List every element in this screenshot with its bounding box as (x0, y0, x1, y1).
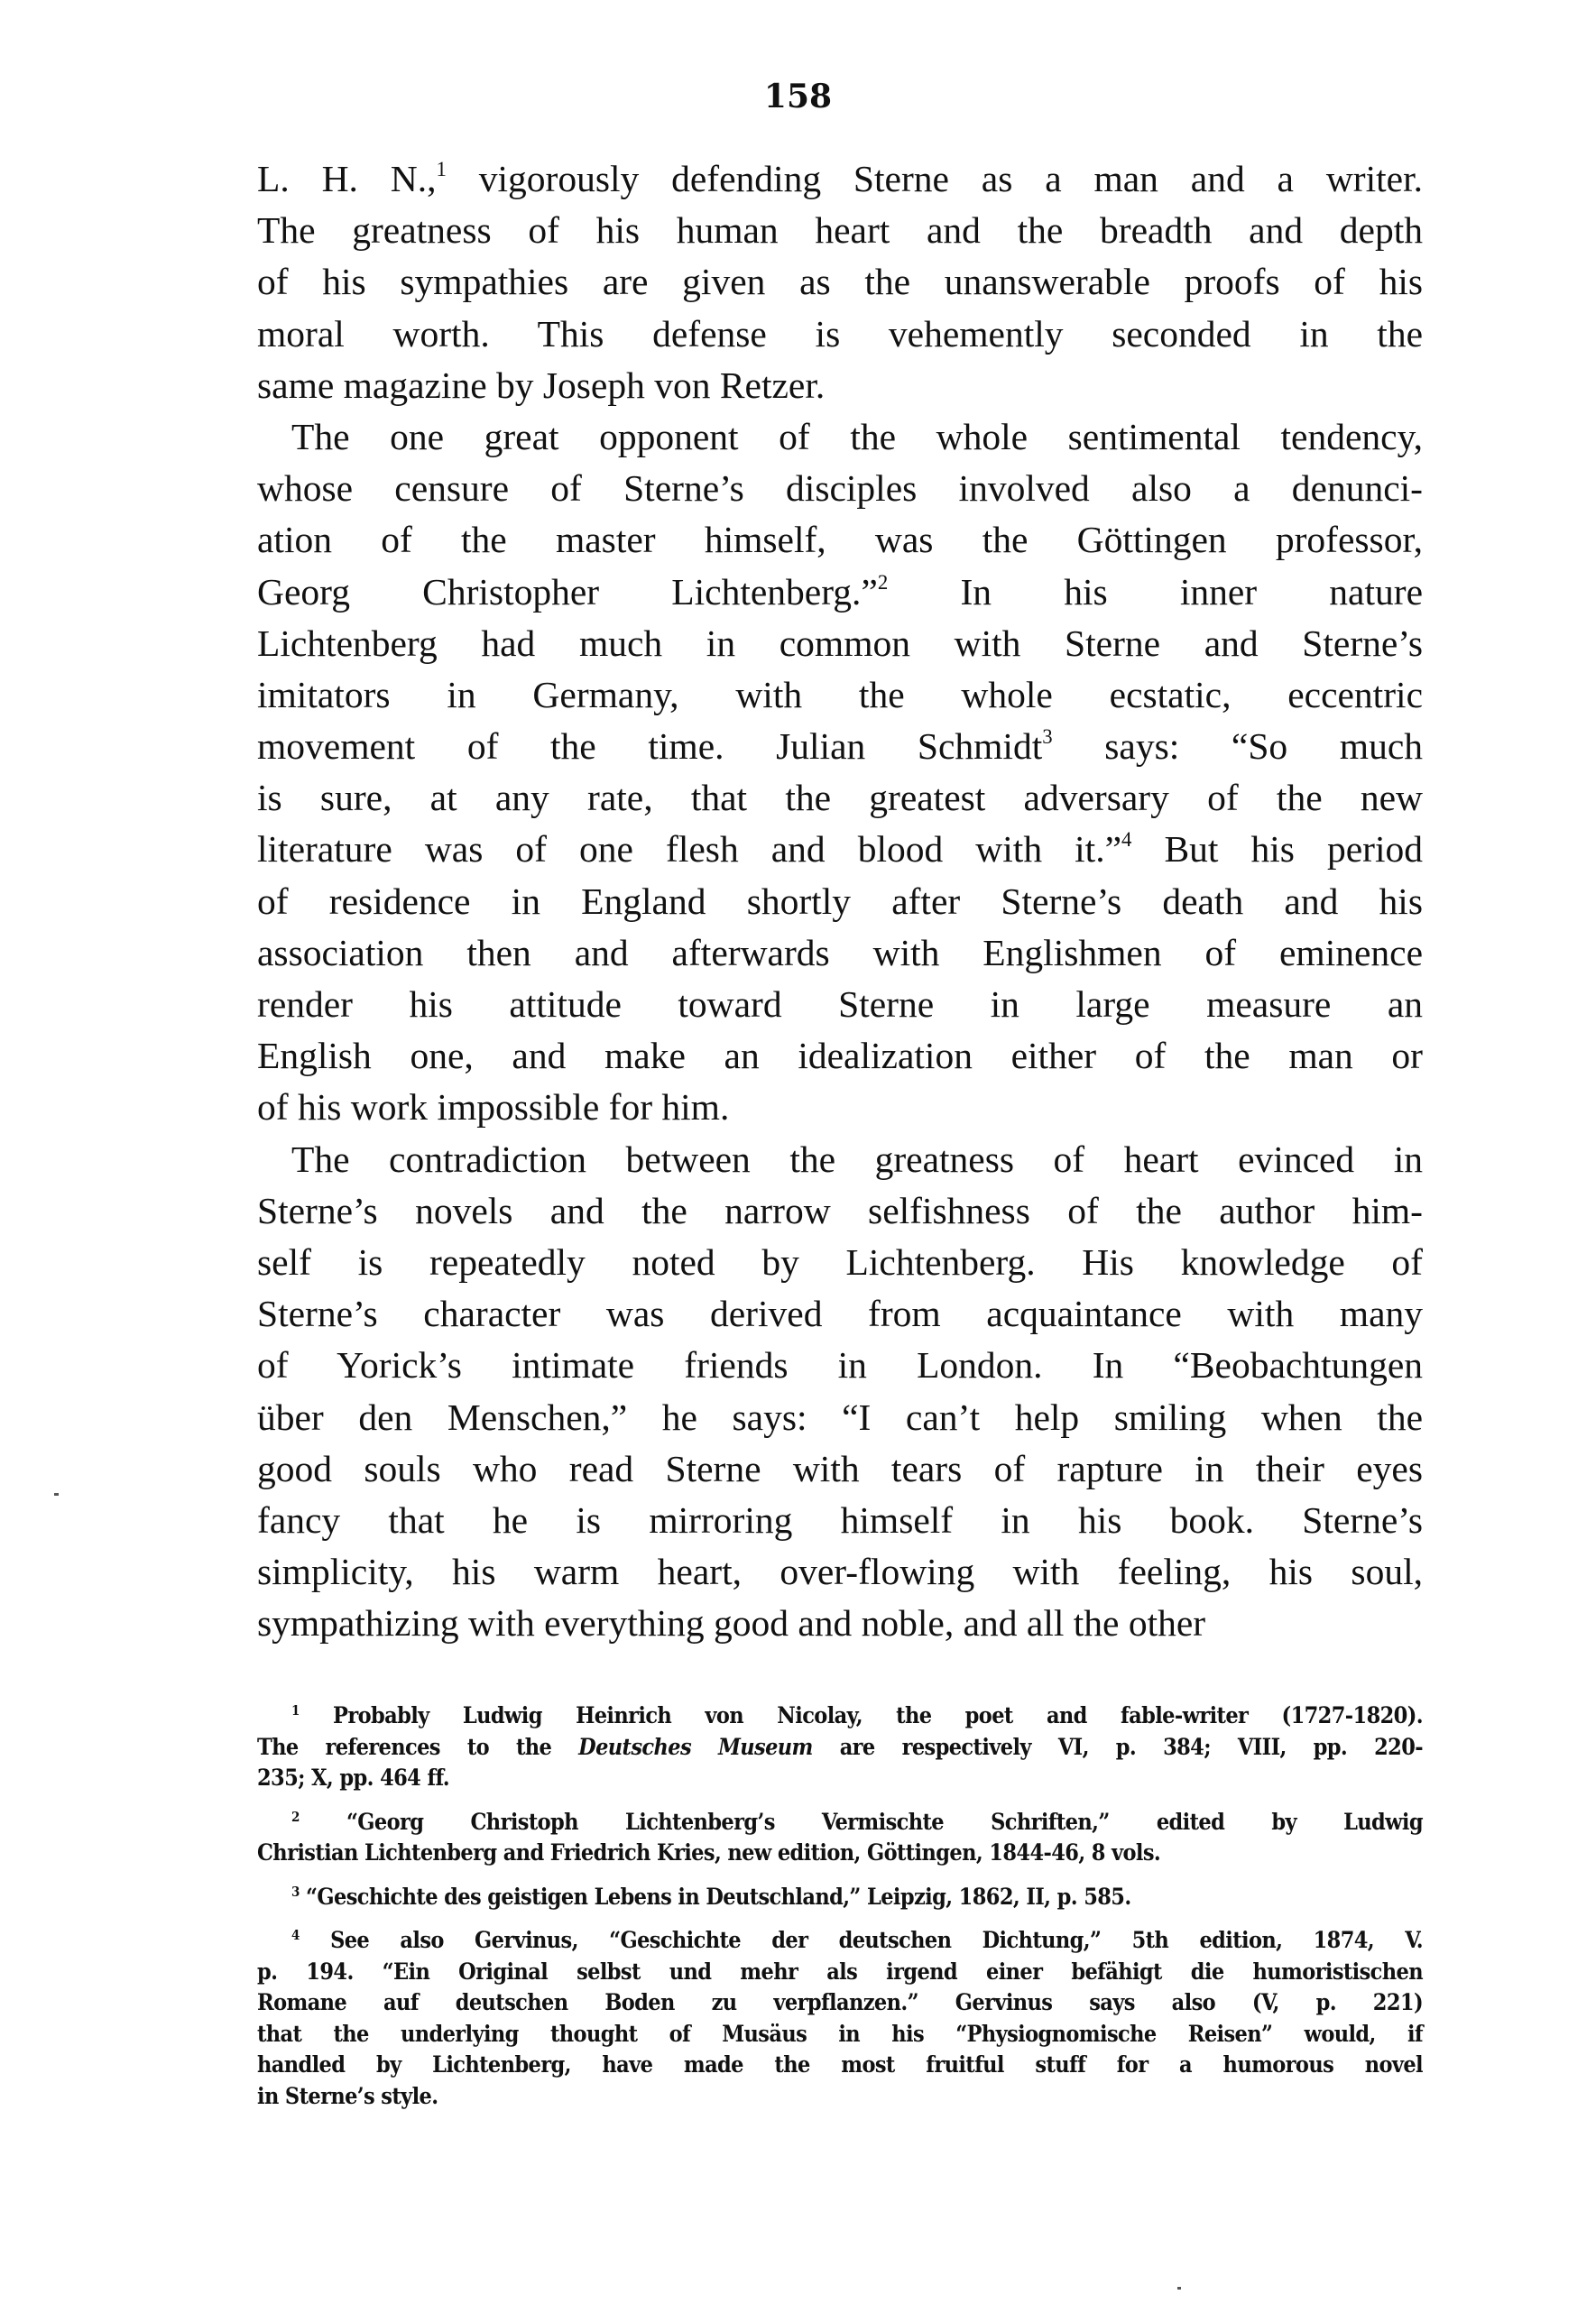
text-segment: same magazine by Joseph von Retzer. (257, 364, 826, 406)
text-segment: Lichtenberg had much in common with Sterne and Sterne’s (257, 622, 1423, 664)
text-segment: of his sympathies are given as the unanswerable proofs of his (257, 261, 1423, 303)
paragraph (257, 1134, 1423, 1650)
footnote-marker: 3 (291, 1883, 300, 1900)
footnote-marker: 1 (291, 1702, 300, 1719)
text-line (257, 153, 1423, 205)
text-segment: The greatness of his human heart and the breadth and depth (257, 209, 1423, 252)
italic-title: Deutsches Museum (578, 1733, 813, 1760)
footnote-line (257, 1763, 1423, 1794)
footnote-text: Romane auf deutschen Boden zu verpflanzen.” Gervinus says also (V, p. 221) (257, 1989, 1423, 2015)
text-line (257, 360, 1423, 411)
footnote-line (257, 2050, 1423, 2081)
footnote-text: “Geschichte des geistigen Lebens in Deutschland,” Leipzig, 1862, II, p. 585. (306, 1883, 1131, 1910)
text-segment: The one great opponent of the whole sentimental tendency, (291, 415, 1423, 457)
text-line (257, 1030, 1423, 1082)
text-segment: über den Menschen,” he says: “I can’t help smiling when the (257, 1396, 1423, 1438)
footnote-line (257, 1882, 1423, 1913)
text-line (257, 618, 1423, 669)
footnote-text: “Georg Christoph Lichtenberg’s Vermischte Schriften,” edited by Ludwig (346, 1808, 1423, 1835)
footnote-2 (257, 1807, 1423, 1869)
text-segment: The contradiction between the greatness of heart evinced in (291, 1138, 1423, 1180)
text-line (257, 463, 1423, 514)
footnote-line (257, 1700, 1423, 1732)
text-segment: association then and afterwards with Englishmen of eminence (257, 931, 1423, 973)
text-line (257, 514, 1423, 566)
text-segment: is sure, at any rate, that the greatest adversary of the new (257, 777, 1423, 819)
text-line (257, 567, 1423, 618)
footnote-ref: 1 (436, 157, 447, 180)
text-segment: self is repeatedly noted by Lichtenberg. His knowledge of (257, 1240, 1423, 1283)
text-line (257, 1082, 1423, 1133)
body-text (257, 153, 1423, 1649)
text-segment: simplicity, his warm heart, over-flowing with feeling, his soul, (257, 1551, 1423, 1593)
text-line (257, 309, 1423, 360)
footnote-text: handled by Lichtenberg, have made the most fruitful stuff for a humorous novel (257, 2051, 1423, 2078)
text-line (257, 1546, 1423, 1598)
footnote-text: that the underlying thought of Musäus in his “Physiognomische Reisen” would, if (257, 2020, 1423, 2047)
footnote-line (257, 1957, 1423, 1988)
footnote-text: are respectively VI, p. 384; VIII, pp. 220- (812, 1733, 1423, 1760)
text-segment: literature was of one flesh and blood with it.” (257, 828, 1121, 871)
text-line (257, 411, 1423, 463)
text-segment: of residence in England shortly after Sterne’s death and his (257, 880, 1423, 922)
text-line (257, 1598, 1423, 1649)
text-line (257, 1340, 1423, 1391)
footnote-1 (257, 1700, 1423, 1794)
text-line (257, 1392, 1423, 1443)
footnote-marker: 2 (291, 1808, 300, 1825)
text-segment: Sterne’s novels and the narrow selfishness of the author him- (257, 1189, 1423, 1231)
text-line (257, 1134, 1423, 1185)
text-segment: good souls who read Sterne with tears of rapture in their eyes (257, 1447, 1423, 1489)
footnote-3 (257, 1882, 1423, 1913)
footnote-text: The references to the (257, 1733, 579, 1760)
text-line (257, 256, 1423, 308)
text-segment: Georg Christopher Lichtenberg.” (257, 570, 878, 613)
footnote-text: Christian Lichtenberg and Friedrich Kries, new edition, Göttingen, 1844-46, 8 vols. (257, 1839, 1161, 1866)
text-segment: In his inner nature (888, 570, 1423, 613)
text-line (257, 669, 1423, 721)
footnote-line (257, 2019, 1423, 2051)
text-line (257, 721, 1423, 772)
footnote-4 (257, 1925, 1423, 2112)
text-line (257, 772, 1423, 824)
text-segment: movement of the time. Julian Schmidt (257, 725, 1043, 768)
footnote-text: See also Gervinus, “Geschichte der deutschen Dichtung,” 5th edition, 1874, V. (330, 1927, 1423, 1953)
text-line (257, 1443, 1423, 1495)
text-segment: moral worth. This defense is vehemently seconded in the (257, 312, 1423, 355)
footnote-text: Probably Ludwig Heinrich von Nicolay, the poet and fable-writer (1727-1820). (333, 1702, 1423, 1728)
footnote-line (257, 2081, 1423, 2113)
paragraph (257, 411, 1423, 1134)
text-segment: English one, and make an idealization either of the man or (257, 1035, 1423, 1077)
text-line (257, 205, 1423, 256)
text-segment: vigorously defending Sterne as a man and a writer. (446, 158, 1423, 199)
footnote-line (257, 1732, 1423, 1764)
page-number: 158 (763, 78, 833, 115)
footnote-ref: 3 (1042, 724, 1053, 748)
text-segment: whose censure of Sterne’s disciples involved also a denunci- (257, 467, 1423, 510)
text-segment: fancy that he is mirroring himself in his book. Sterne’s (257, 1498, 1423, 1541)
text-segment: But his period (1131, 828, 1423, 871)
text-segment: L. H. N., (257, 158, 437, 199)
footnote-line (257, 1987, 1423, 2019)
text-segment: Sterne’s character was derived from acquaintance with many (257, 1293, 1423, 1335)
text-line (257, 1185, 1423, 1237)
footnote-marker: 4 (291, 1927, 300, 1943)
footnote-ref: 4 (1121, 828, 1132, 852)
footnote-ref: 2 (877, 570, 889, 594)
text-line (257, 1237, 1423, 1288)
text-segment: of Yorick’s intimate friends in London. In “Beobachtungen (257, 1344, 1423, 1387)
text-segment: ation of the master himself, was the Göttingen professor, (257, 519, 1423, 561)
text-segment: render his attitude toward Sterne in large measure an (257, 983, 1423, 1025)
footnote-text: in Sterne’s style. (257, 2082, 438, 2109)
footnotes (257, 1700, 1423, 2124)
scan-speck (1177, 2287, 1181, 2290)
text-segment: says: “So much (1052, 725, 1423, 768)
text-line (257, 824, 1423, 875)
paragraph (257, 153, 1423, 411)
footnote-text: 235; X, pp. 464 ff. (257, 1765, 449, 1791)
scan-speck (54, 1493, 59, 1496)
text-segment: of his work impossible for him. (257, 1086, 730, 1129)
text-line (257, 876, 1423, 927)
text-line (257, 927, 1423, 979)
footnote-line (257, 1925, 1423, 1957)
footnote-line (257, 1838, 1423, 1869)
footnote-line (257, 1807, 1423, 1839)
footnote-text: p. 194. “Ein Original selbst und mehr als irgend einer befähigt die humoristischen (257, 1958, 1423, 1985)
text-segment: imitators in Germany, with the whole ecstatic, eccentric (257, 673, 1423, 715)
text-line (257, 1288, 1423, 1340)
text-segment: sympathizing with everything good and noble, and all the other (257, 1602, 1206, 1645)
text-line (257, 979, 1423, 1030)
text-line (257, 1495, 1423, 1546)
